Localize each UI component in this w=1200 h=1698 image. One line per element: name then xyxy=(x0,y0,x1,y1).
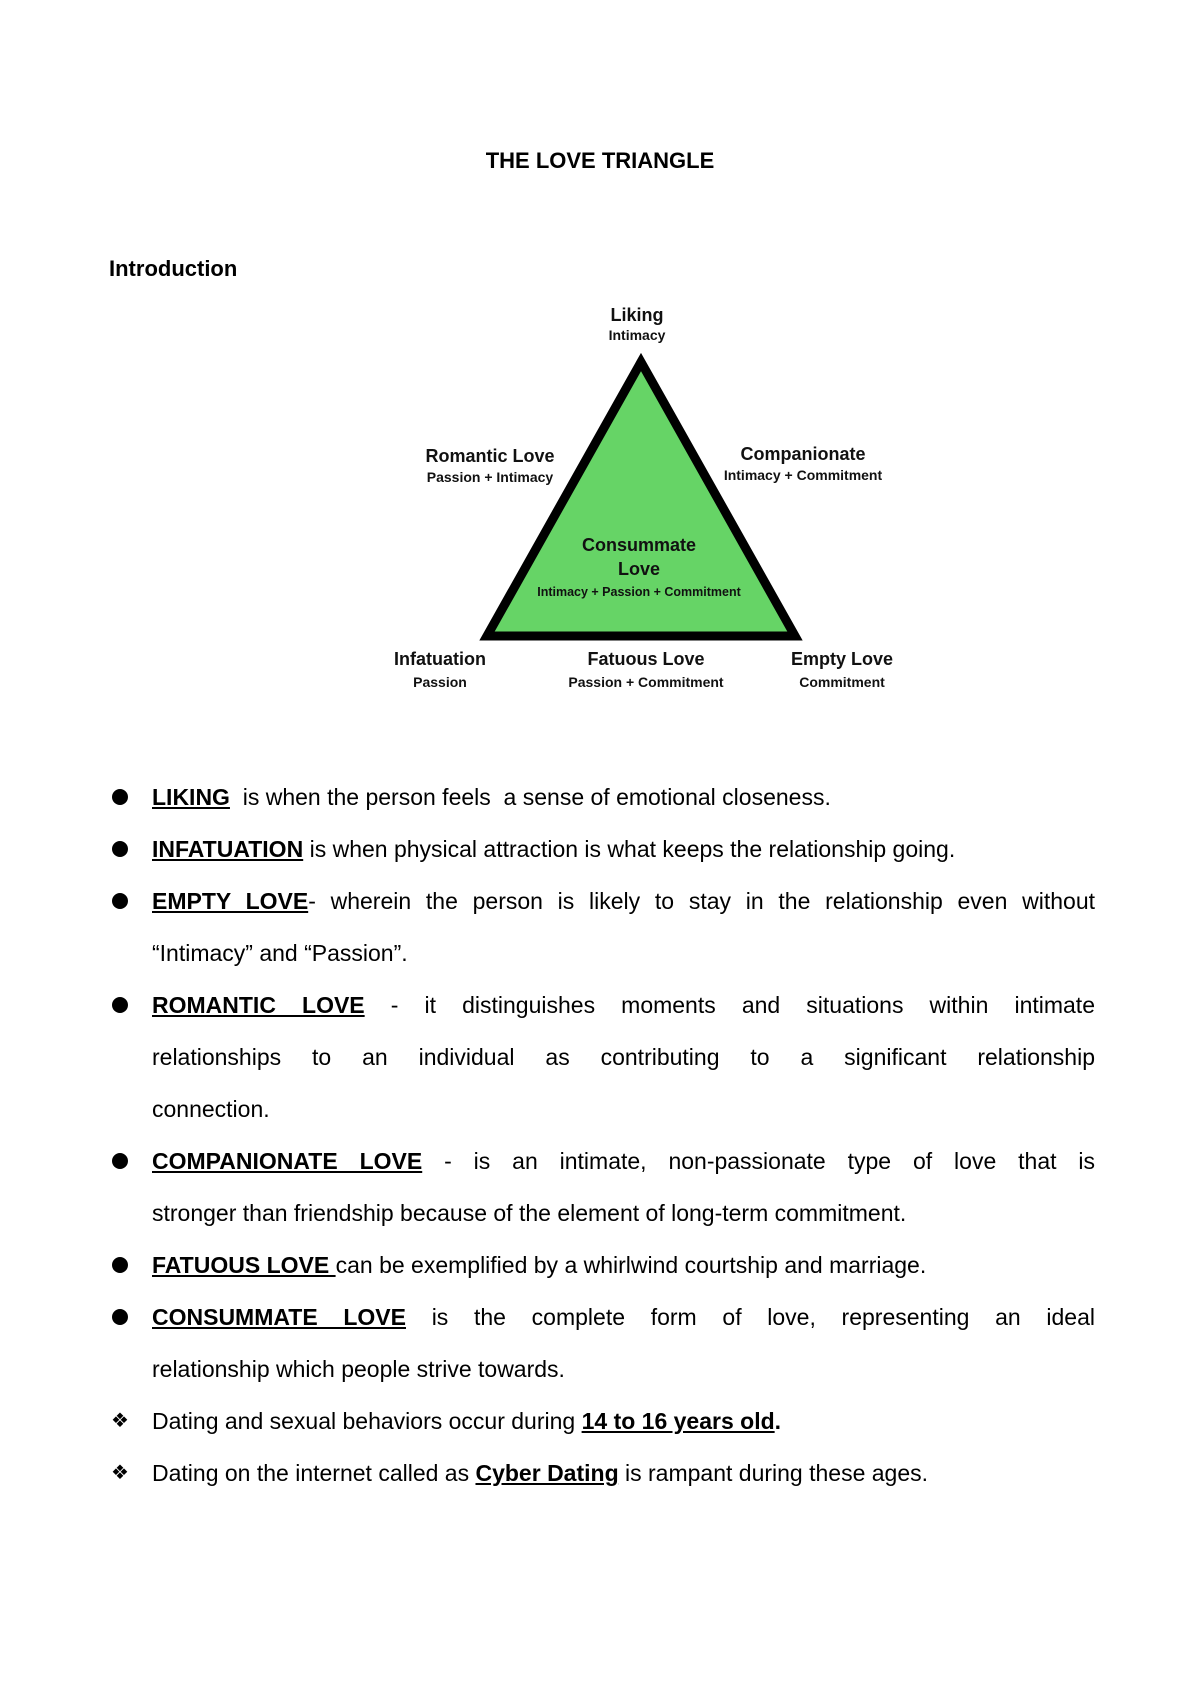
bullet-dot xyxy=(112,1257,128,1273)
note-cyber-dating-after: is rampant during these ages. xyxy=(618,1460,929,1486)
text-liking: is when the person feels a sense of emotional closeness. xyxy=(229,784,831,810)
love-triangle-diagram xyxy=(0,0,1200,720)
text-companionate-love-1: - is an intimate, non-passionate type of love that is xyxy=(422,1148,1095,1174)
label-empty-love-title: Empty Love xyxy=(790,649,894,669)
list-item-fatuous-love xyxy=(152,1250,1095,1280)
text-empty-love-1: - wherein the person is likely to stay in the relationship even without xyxy=(308,888,1096,914)
list-item-empty-love-cont xyxy=(152,938,1095,968)
diamond-bullet-icon: ❖ xyxy=(111,1410,129,1432)
term-liking: LIKING xyxy=(152,784,230,810)
list-item-romantic-love-cont2 xyxy=(152,1094,1095,1124)
note-cyber-dating-emphasis: Cyber Dating xyxy=(475,1460,619,1486)
text-companionate-love-2: stronger than friendship because of the element of long-term commitment. xyxy=(152,1200,907,1226)
bullet-dot xyxy=(112,1309,128,1325)
bullet-dot xyxy=(112,789,128,805)
text-infatuation: is when physical attraction is what keeps the relationship going. xyxy=(303,836,956,862)
text-romantic-love-3: connection. xyxy=(152,1096,270,1122)
bullet-dot xyxy=(112,1153,128,1169)
label-consummate-line2: Love xyxy=(617,559,661,579)
label-companionate-sub: Intimacy + Commitment xyxy=(723,467,883,483)
list-item-consummate-love xyxy=(152,1302,1095,1332)
section-heading: Introduction xyxy=(109,256,238,281)
label-romantic-title: Romantic Love xyxy=(425,446,555,466)
list-item-liking xyxy=(152,782,1095,812)
label-liking-sub: Intimacy xyxy=(608,327,666,343)
term-empty-love: EMPTY LOVE xyxy=(152,888,309,914)
diamond-bullet-icon: ❖ xyxy=(111,1462,129,1484)
text-consummate-love-2: relationship which people strive towards. xyxy=(152,1356,565,1382)
note-dating-age-after: . xyxy=(774,1408,782,1434)
text-fatuous-love: can be exemplified by a whirlwind courtship and marriage. xyxy=(335,1252,927,1278)
label-consummate-sub: Intimacy + Passion + Commitment xyxy=(537,585,741,599)
bullet-dot xyxy=(112,893,128,909)
label-fatuous-title: Fatuous Love xyxy=(587,649,705,669)
text-empty-love-2: “Intimacy” and “Passion”. xyxy=(152,940,408,966)
note-dating-age xyxy=(152,1406,1095,1436)
note-cyber-dating xyxy=(152,1458,1095,1488)
bullet-dot xyxy=(112,997,128,1013)
text-consummate-love-1: is the complete form of love, representing an ideal xyxy=(406,1304,1095,1330)
list-item-empty-love xyxy=(152,886,1095,916)
term-fatuous-love: FATUOUS LOVE xyxy=(152,1252,336,1278)
label-consummate-line1: Consummate xyxy=(581,535,697,555)
note-cyber-dating-before: Dating on the internet called as xyxy=(152,1460,476,1486)
label-infatuation-sub: Passion xyxy=(413,674,467,690)
note-dating-age-emphasis: 14 to 16 years old xyxy=(581,1408,775,1434)
label-liking-title: Liking xyxy=(610,305,664,325)
list-item-companionate-love-cont xyxy=(152,1198,1095,1228)
term-companionate-love: COMPANIONATE LOVE xyxy=(152,1148,423,1174)
list-item-companionate-love xyxy=(152,1146,1095,1176)
text-romantic-love-1: - it distinguishes moments and situations within intimate xyxy=(364,992,1095,1018)
label-fatuous-sub: Passion + Commitment xyxy=(568,674,724,690)
bullet-dot xyxy=(112,841,128,857)
term-romantic-love: ROMANTIC LOVE xyxy=(152,992,365,1018)
label-companionate-title: Companionate xyxy=(740,444,866,464)
text-romantic-love-2: relationships to an individual as contributing to a significant relationship xyxy=(152,1044,1095,1070)
term-consummate-love: CONSUMMATE LOVE xyxy=(152,1304,406,1330)
label-infatuation-title: Infatuation xyxy=(394,649,486,669)
term-infatuation: INFATUATION xyxy=(152,836,304,862)
list-item-consummate-love-cont xyxy=(152,1354,1095,1384)
label-romantic-sub: Passion + Intimacy xyxy=(426,469,554,485)
note-dating-age-before: Dating and sexual behaviors occur during xyxy=(152,1408,582,1434)
list-item-romantic-love xyxy=(152,990,1095,1020)
list-item-romantic-love-cont xyxy=(152,1042,1095,1072)
list-item-infatuation xyxy=(152,834,1095,864)
page-title: THE LOVE TRIANGLE xyxy=(485,148,715,173)
label-empty-love-sub: Commitment xyxy=(799,674,885,690)
